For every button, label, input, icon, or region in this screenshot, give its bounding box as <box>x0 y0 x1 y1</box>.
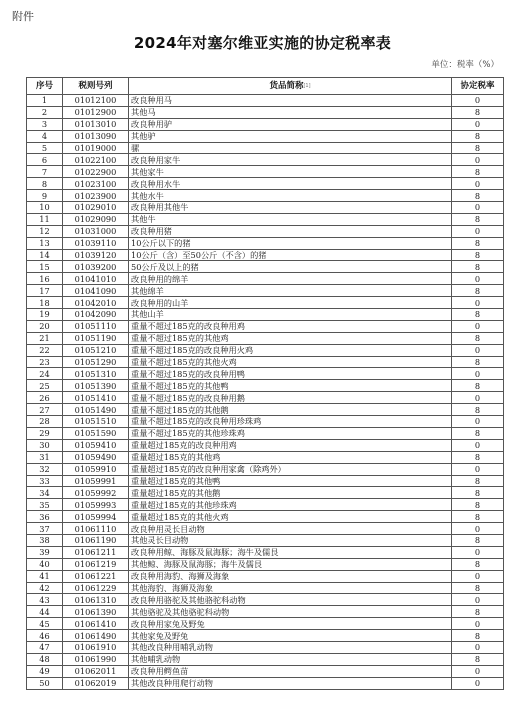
cell-tariff-code: 01061211 <box>63 546 129 558</box>
cell-tariff-code: 01012900 <box>63 106 129 118</box>
table-row <box>27 297 504 309</box>
cell-goods-name: 其他哺乳动物 <box>129 653 452 665</box>
cell-serial-number: 17 <box>27 285 63 297</box>
cell-serial-number: 42 <box>27 582 63 594</box>
cell-agreement-rate: 0 <box>452 344 504 356</box>
cell-goods-name: 改良种用骆驼及其他骆驼科动物 <box>129 594 452 606</box>
cell-tariff-code: 01059994 <box>63 511 129 523</box>
cell-agreement-rate: 0 <box>452 439 504 451</box>
cell-goods-name: 重量超过185克的其他珍珠鸡 <box>129 499 452 511</box>
cell-serial-number: 6 <box>27 154 63 166</box>
cell-goods-name: 其他马 <box>129 106 452 118</box>
cell-serial-number: 10 <box>27 202 63 214</box>
table-row <box>27 213 504 225</box>
header-agreement-rate: 协定税率 <box>452 78 504 95</box>
table-row <box>27 463 504 475</box>
cell-tariff-code: 01061310 <box>63 594 129 606</box>
cell-tariff-code: 01042010 <box>63 297 129 309</box>
cell-serial-number: 36 <box>27 511 63 523</box>
cell-serial-number: 9 <box>27 190 63 202</box>
cell-agreement-rate: 0 <box>452 416 504 428</box>
table-row <box>27 202 504 214</box>
cell-goods-name: 改良种用鳄鱼苗 <box>129 665 452 677</box>
header-serial-number: 序号 <box>27 78 63 95</box>
cell-serial-number: 25 <box>27 380 63 392</box>
cell-goods-name: 重量不超过185克的其他珍珠鸡 <box>129 427 452 439</box>
table-row <box>27 178 504 190</box>
cell-agreement-rate: 0 <box>452 463 504 475</box>
cell-serial-number: 2 <box>27 106 63 118</box>
cell-agreement-rate: 8 <box>452 499 504 511</box>
cell-serial-number: 50 <box>27 677 63 689</box>
cell-goods-name: 重量超过185克的其他鸭 <box>129 475 452 487</box>
cell-agreement-rate: 0 <box>452 677 504 689</box>
table-row <box>27 546 504 558</box>
table-row <box>27 285 504 297</box>
cell-agreement-rate: 0 <box>452 368 504 380</box>
cell-goods-name: 改良种用其他牛 <box>129 202 452 214</box>
cell-goods-name: 重量超过185克的改良种用家禽（除鸡外） <box>129 463 452 475</box>
cell-serial-number: 44 <box>27 606 63 618</box>
cell-tariff-code: 01059410 <box>63 439 129 451</box>
cell-serial-number: 19 <box>27 309 63 321</box>
cell-serial-number: 12 <box>27 225 63 237</box>
cell-tariff-code: 01051290 <box>63 356 129 368</box>
table-row <box>27 344 504 356</box>
cell-serial-number: 35 <box>27 499 63 511</box>
cell-agreement-rate: 8 <box>452 487 504 499</box>
cell-agreement-rate: 8 <box>452 380 504 392</box>
cell-agreement-rate: 8 <box>452 166 504 178</box>
cell-agreement-rate: 8 <box>452 427 504 439</box>
cell-goods-name: 重量不超过185克的改良种用珍珠鸡 <box>129 416 452 428</box>
cell-agreement-rate: 8 <box>452 606 504 618</box>
header-goods-name-text: 货品简称 <box>269 81 304 91</box>
cell-goods-name: 改良种用的绵羊 <box>129 273 452 285</box>
table-row <box>27 451 504 463</box>
cell-serial-number: 48 <box>27 653 63 665</box>
cell-agreement-rate: 0 <box>452 665 504 677</box>
table-row <box>27 665 504 677</box>
cell-tariff-code: 01061410 <box>63 618 129 630</box>
cell-agreement-rate: 0 <box>452 523 504 535</box>
table-row <box>27 475 504 487</box>
cell-tariff-code: 01022900 <box>63 166 129 178</box>
cell-serial-number: 30 <box>27 439 63 451</box>
table-row <box>27 392 504 404</box>
cell-agreement-rate: 0 <box>452 392 504 404</box>
table-row <box>27 523 504 535</box>
cell-goods-name: 重量不超过185克的改良种用火鸡 <box>129 344 452 356</box>
cell-tariff-code: 01023100 <box>63 178 129 190</box>
cell-agreement-rate: 0 <box>452 202 504 214</box>
cell-goods-name: 重量不超过185克的改良种用鸭 <box>129 368 452 380</box>
cell-agreement-rate: 0 <box>452 154 504 166</box>
cell-tariff-code: 01061110 <box>63 523 129 535</box>
cell-goods-name: 重量不超过185克的其他鹅 <box>129 404 452 416</box>
cell-agreement-rate: 8 <box>452 475 504 487</box>
cell-tariff-code: 01042090 <box>63 309 129 321</box>
cell-goods-name: 重量超过185克的改良种用鸡 <box>129 439 452 451</box>
cell-tariff-code: 01051310 <box>63 368 129 380</box>
cell-goods-name: 其他驴 <box>129 130 452 142</box>
cell-serial-number: 8 <box>27 178 63 190</box>
table-row <box>27 95 504 107</box>
cell-tariff-code: 01061221 <box>63 570 129 582</box>
cell-goods-name: 其他山羊 <box>129 309 452 321</box>
cell-serial-number: 4 <box>27 130 63 142</box>
cell-agreement-rate: 8 <box>452 558 504 570</box>
cell-goods-name: 其他骆驼及其他骆驼科动物 <box>129 606 452 618</box>
cell-agreement-rate: 8 <box>452 106 504 118</box>
cell-agreement-rate: 0 <box>452 594 504 606</box>
cell-tariff-code: 01059993 <box>63 499 129 511</box>
cell-agreement-rate: 0 <box>452 546 504 558</box>
cell-goods-name: 改良种用海豹、海狮及海象 <box>129 570 452 582</box>
cell-tariff-code: 01061190 <box>63 534 129 546</box>
table-row <box>27 630 504 642</box>
cell-agreement-rate: 0 <box>452 225 504 237</box>
table-row <box>27 249 504 261</box>
cell-tariff-code: 01023900 <box>63 190 129 202</box>
cell-goods-name: 改良种用家牛 <box>129 154 452 166</box>
cell-goods-name: 改良种用马 <box>129 95 452 107</box>
table-row <box>27 130 504 142</box>
cell-goods-name: 改良种用猪 <box>129 225 452 237</box>
cell-serial-number: 43 <box>27 594 63 606</box>
table-row <box>27 594 504 606</box>
cell-agreement-rate: 8 <box>452 309 504 321</box>
table-row <box>27 511 504 523</box>
cell-serial-number: 21 <box>27 332 63 344</box>
table-row <box>27 261 504 273</box>
cell-serial-number: 47 <box>27 641 63 653</box>
cell-goods-name: 其他水牛 <box>129 190 452 202</box>
cell-goods-name: 重量超过185克的其他鹅 <box>129 487 452 499</box>
cell-serial-number: 33 <box>27 475 63 487</box>
cell-agreement-rate: 8 <box>452 130 504 142</box>
cell-agreement-rate: 8 <box>452 511 504 523</box>
cell-agreement-rate: 8 <box>452 451 504 463</box>
table-row <box>27 356 504 368</box>
table-row <box>27 606 504 618</box>
cell-goods-name: 其他海豹、海狮及海象 <box>129 582 452 594</box>
unit-note: 单位：税率（%） <box>431 60 499 70</box>
table-row <box>27 404 504 416</box>
cell-goods-name: 改良种用水牛 <box>129 178 452 190</box>
cell-agreement-rate: 0 <box>452 618 504 630</box>
table-row <box>27 106 504 118</box>
cell-agreement-rate: 8 <box>452 237 504 249</box>
cell-tariff-code: 01041090 <box>63 285 129 297</box>
cell-agreement-rate: 8 <box>452 582 504 594</box>
cell-tariff-code: 01039200 <box>63 261 129 273</box>
cell-tariff-code: 01013010 <box>63 118 129 130</box>
cell-agreement-rate: 0 <box>452 273 504 285</box>
cell-serial-number: 34 <box>27 487 63 499</box>
table-row <box>27 558 504 570</box>
cell-tariff-code: 01061219 <box>63 558 129 570</box>
cell-tariff-code: 01051210 <box>63 344 129 356</box>
cell-agreement-rate: 0 <box>452 118 504 130</box>
cell-goods-name: 重量超过185克的其他火鸡 <box>129 511 452 523</box>
cell-agreement-rate: 8 <box>452 249 504 261</box>
table-body <box>27 95 504 690</box>
cell-serial-number: 41 <box>27 570 63 582</box>
table-row <box>27 427 504 439</box>
cell-serial-number: 38 <box>27 534 63 546</box>
cell-agreement-rate: 8 <box>452 630 504 642</box>
cell-serial-number: 40 <box>27 558 63 570</box>
cell-agreement-rate: 0 <box>452 641 504 653</box>
cell-serial-number: 23 <box>27 356 63 368</box>
cell-agreement-rate: 8 <box>452 534 504 546</box>
cell-serial-number: 18 <box>27 297 63 309</box>
cell-tariff-code: 01061910 <box>63 641 129 653</box>
cell-serial-number: 28 <box>27 416 63 428</box>
cell-agreement-rate: 8 <box>452 404 504 416</box>
cell-tariff-code: 01062011 <box>63 665 129 677</box>
cell-agreement-rate: 8 <box>452 261 504 273</box>
table-row <box>27 368 504 380</box>
header-goods-name <box>129 78 452 95</box>
cell-goods-name: 改良种用鲸、海豚及鼠海豚；海牛及儒艮 <box>129 546 452 558</box>
cell-serial-number: 45 <box>27 618 63 630</box>
cell-agreement-rate: 0 <box>452 95 504 107</box>
cell-serial-number: 5 <box>27 142 63 154</box>
table-row <box>27 142 504 154</box>
table-row <box>27 499 504 511</box>
cell-tariff-code: 01051590 <box>63 427 129 439</box>
cell-tariff-code: 01051490 <box>63 404 129 416</box>
cell-tariff-code: 01051110 <box>63 320 129 332</box>
cell-tariff-code: 01019000 <box>63 142 129 154</box>
cell-serial-number: 29 <box>27 427 63 439</box>
cell-serial-number: 1 <box>27 95 63 107</box>
cell-agreement-rate: 8 <box>452 653 504 665</box>
cell-agreement-rate: 0 <box>452 570 504 582</box>
table-row <box>27 273 504 285</box>
cell-goods-name: 其他绵羊 <box>129 285 452 297</box>
table-row <box>27 653 504 665</box>
cell-serial-number: 16 <box>27 273 63 285</box>
cell-goods-name: 重量不超过185克的其他鸭 <box>129 380 452 392</box>
cell-goods-name: 重量不超过185克的其他火鸡 <box>129 356 452 368</box>
cell-tariff-code: 01059991 <box>63 475 129 487</box>
header-tariff-code: 税则号列 <box>63 78 129 95</box>
cell-agreement-rate: 0 <box>452 297 504 309</box>
table-row <box>27 641 504 653</box>
cell-goods-name: 其他鲸、海豚及鼠海豚；海牛及儒艮 <box>129 558 452 570</box>
cell-tariff-code: 01051390 <box>63 380 129 392</box>
cell-serial-number: 31 <box>27 451 63 463</box>
cell-serial-number: 14 <box>27 249 63 261</box>
page-title: 2024年对塞尔维亚实施的协定税率表 <box>133 34 392 52</box>
cell-serial-number: 32 <box>27 463 63 475</box>
cell-tariff-code: 01029010 <box>63 202 129 214</box>
cell-agreement-rate: 0 <box>452 178 504 190</box>
tariff-rate-table <box>26 77 504 690</box>
cell-tariff-code: 01039120 <box>63 249 129 261</box>
cell-agreement-rate: 8 <box>452 332 504 344</box>
cell-serial-number: 24 <box>27 368 63 380</box>
cell-serial-number: 37 <box>27 523 63 535</box>
cell-serial-number: 20 <box>27 320 63 332</box>
cell-tariff-code: 01029090 <box>63 213 129 225</box>
cell-serial-number: 13 <box>27 237 63 249</box>
table-row <box>27 309 504 321</box>
table-row <box>27 380 504 392</box>
cell-goods-name: 50公斤及以上的猪 <box>129 261 452 273</box>
cell-goods-name: 重量不超过185克的改良种用鹅 <box>129 392 452 404</box>
table-row <box>27 166 504 178</box>
cell-serial-number: 26 <box>27 392 63 404</box>
cell-serial-number: 46 <box>27 630 63 642</box>
cell-goods-name: 改良种用灵长目动物 <box>129 523 452 535</box>
cell-tariff-code: 01059992 <box>63 487 129 499</box>
table-row <box>27 320 504 332</box>
cell-goods-name: 骡 <box>129 142 452 154</box>
table-row <box>27 154 504 166</box>
cell-goods-name: 其他牛 <box>129 213 452 225</box>
cell-tariff-code: 01061229 <box>63 582 129 594</box>
cell-goods-name: 重量不超过185克的改良种用鸡 <box>129 320 452 332</box>
table-row <box>27 225 504 237</box>
cell-tariff-code: 01061490 <box>63 630 129 642</box>
cell-tariff-code: 01039110 <box>63 237 129 249</box>
cell-tariff-code: 01012100 <box>63 95 129 107</box>
cell-tariff-code: 01041010 <box>63 273 129 285</box>
cell-goods-name: 10公斤（含）至50公斤（不含）的猪 <box>129 249 452 261</box>
cell-agreement-rate: 0 <box>452 320 504 332</box>
header-footnote-marker: [1] <box>303 83 311 89</box>
cell-serial-number: 27 <box>27 404 63 416</box>
cell-tariff-code: 01031000 <box>63 225 129 237</box>
table-row <box>27 570 504 582</box>
cell-agreement-rate: 8 <box>452 142 504 154</box>
cell-serial-number: 11 <box>27 213 63 225</box>
cell-tariff-code: 01051410 <box>63 392 129 404</box>
cell-goods-name: 改良种用家兔及野兔 <box>129 618 452 630</box>
attachment-label: 附件 <box>12 10 34 23</box>
cell-goods-name: 其他家牛 <box>129 166 452 178</box>
table-header-row <box>27 78 504 95</box>
table-row <box>27 439 504 451</box>
table-row <box>27 190 504 202</box>
table-row <box>27 118 504 130</box>
cell-agreement-rate: 8 <box>452 356 504 368</box>
cell-serial-number: 49 <box>27 665 63 677</box>
cell-serial-number: 22 <box>27 344 63 356</box>
cell-serial-number: 39 <box>27 546 63 558</box>
table-row <box>27 582 504 594</box>
cell-tariff-code: 01013090 <box>63 130 129 142</box>
cell-tariff-code: 01059490 <box>63 451 129 463</box>
cell-goods-name: 其他改良种用哺乳动物 <box>129 641 452 653</box>
cell-agreement-rate: 8 <box>452 285 504 297</box>
table-row <box>27 332 504 344</box>
table-row <box>27 677 504 689</box>
cell-goods-name: 改良种用驴 <box>129 118 452 130</box>
cell-goods-name: 改良种用的山羊 <box>129 297 452 309</box>
table-row <box>27 487 504 499</box>
cell-goods-name: 重量超过185克的其他鸡 <box>129 451 452 463</box>
cell-serial-number: 7 <box>27 166 63 178</box>
cell-agreement-rate: 8 <box>452 213 504 225</box>
cell-tariff-code: 01061390 <box>63 606 129 618</box>
cell-tariff-code: 01061990 <box>63 653 129 665</box>
cell-goods-name: 其他灵长目动物 <box>129 534 452 546</box>
table-row <box>27 416 504 428</box>
cell-tariff-code: 01051190 <box>63 332 129 344</box>
cell-tariff-code: 01059910 <box>63 463 129 475</box>
table-row <box>27 618 504 630</box>
cell-goods-name: 其他家兔及野兔 <box>129 630 452 642</box>
cell-tariff-code: 01062019 <box>63 677 129 689</box>
cell-agreement-rate: 8 <box>452 190 504 202</box>
table-row <box>27 237 504 249</box>
table-row <box>27 534 504 546</box>
cell-tariff-code: 01051510 <box>63 416 129 428</box>
cell-goods-name: 其他改良种用爬行动物 <box>129 677 452 689</box>
cell-serial-number: 3 <box>27 118 63 130</box>
cell-tariff-code: 01022100 <box>63 154 129 166</box>
cell-goods-name: 重量不超过185克的其他鸡 <box>129 332 452 344</box>
cell-serial-number: 15 <box>27 261 63 273</box>
cell-goods-name: 10公斤以下的猪 <box>129 237 452 249</box>
